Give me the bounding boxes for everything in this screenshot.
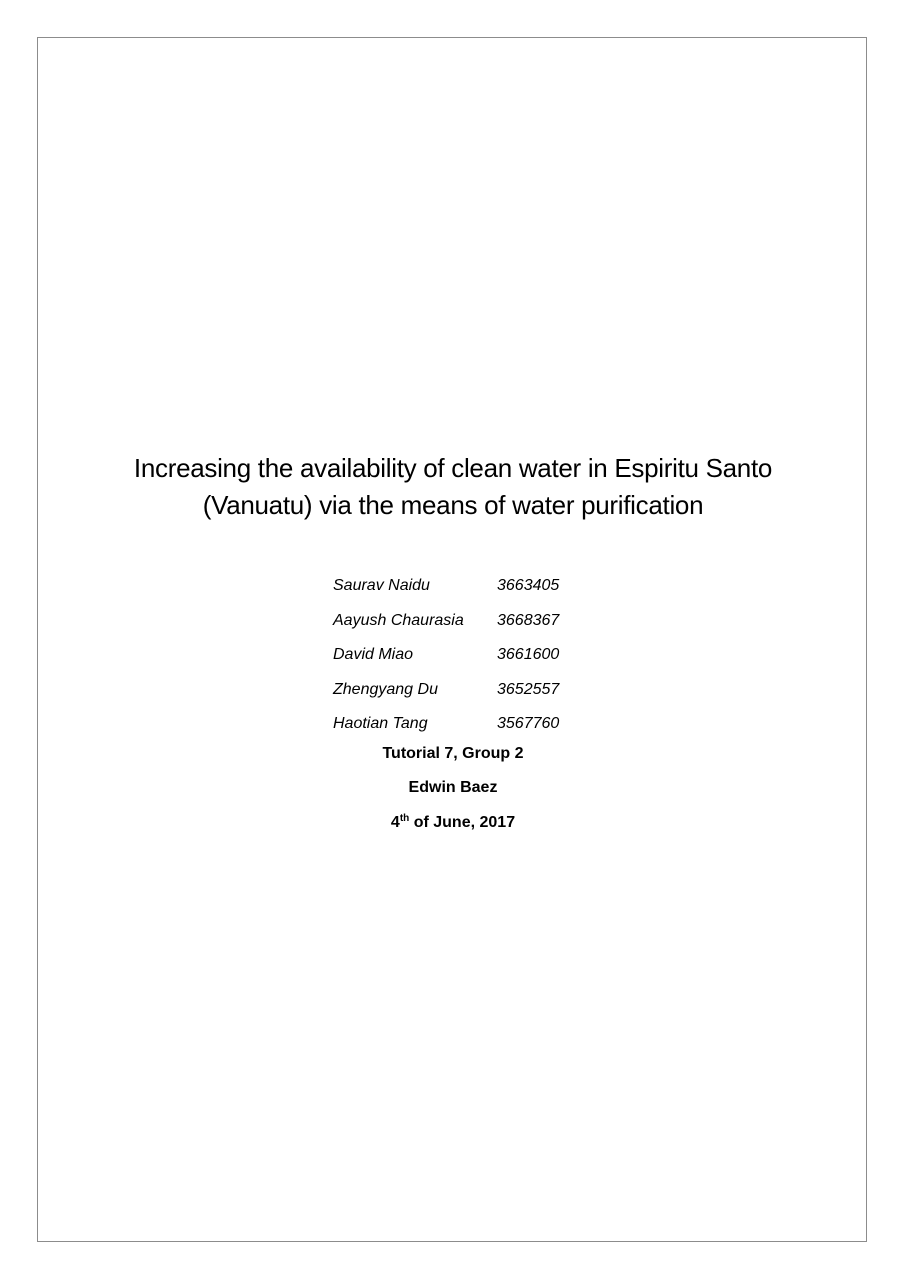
member-row	[333, 569, 633, 604]
member-id: 3661600	[497, 646, 560, 664]
document-title-line-2: (Vanuatu) via the means of water purification	[202, 490, 704, 520]
member-row	[333, 673, 633, 708]
member-name: Zhengyang Du	[333, 680, 438, 698]
member-name: Saurav Naidu	[333, 577, 430, 595]
member-name: Haotian Tang	[333, 715, 428, 733]
member-id: 3652557	[497, 680, 560, 698]
member-row	[333, 638, 633, 673]
date-rest: of June, 2017	[409, 814, 516, 831]
member-id: 3663405	[497, 577, 560, 595]
member-name: Aayush Chaurasia	[333, 611, 464, 629]
member-list	[333, 569, 633, 742]
member-id: 3668367	[497, 611, 560, 629]
tutorial-group: Tutorial 7, Group 2	[382, 745, 524, 762]
date-suffix: th	[399, 813, 410, 824]
member-row	[333, 707, 633, 742]
tutor-name: Edwin Baez	[408, 779, 498, 796]
member-row	[333, 604, 633, 639]
member-id: 3567760	[497, 715, 560, 733]
member-name: David Miao	[333, 646, 414, 664]
date-day: 4	[390, 814, 400, 831]
submission-date	[0, 812, 906, 834]
document-title-line-1: Increasing the availability of clean water in Espiritu Santo	[133, 453, 773, 483]
